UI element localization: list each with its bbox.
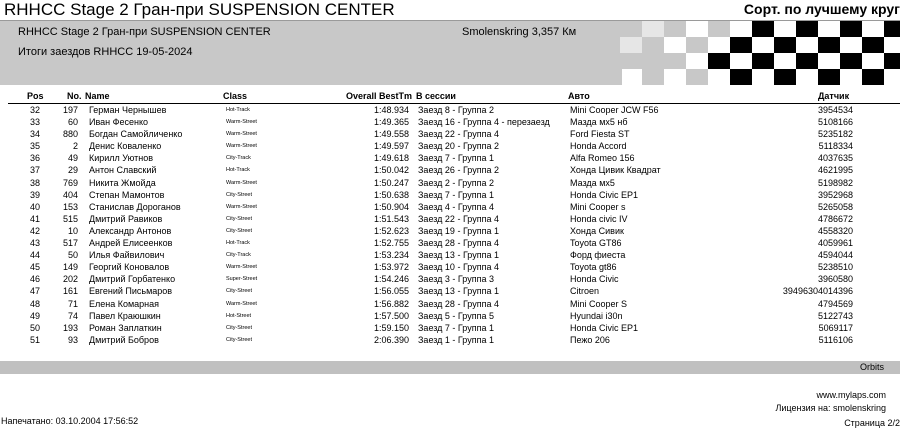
table-row	[0, 116, 900, 128]
cell-no: 880	[62, 129, 78, 140]
cell-class: Warm-Street	[226, 143, 257, 150]
cell-no: 29	[67, 165, 78, 176]
cell-name: Дмитрий Горбатенко	[89, 274, 176, 285]
cell-class: Warm-Street	[226, 300, 257, 307]
cell-pos: 40	[29, 201, 40, 212]
cell-name: Богдан Самойличенко	[89, 129, 183, 140]
cell-session: Заезд 28 - Группа 4	[418, 238, 499, 249]
cell-best-time: 1:57.500	[373, 310, 409, 321]
cell-sensor: 4594044	[817, 250, 853, 261]
table-row	[0, 237, 900, 249]
cell-class: City-Street	[226, 215, 252, 222]
cell-name: Павел Краюшкин	[89, 310, 161, 321]
cell-best-time: 1:52.755	[373, 238, 409, 249]
cell-car: Форд фиеста	[570, 250, 626, 261]
cell-class: City-Track	[226, 155, 251, 162]
cell-name: Роман Заплаткин	[89, 322, 162, 333]
cell-best-time: 1:56.882	[373, 298, 409, 309]
cell-best-time: 1:51.543	[373, 213, 409, 224]
cell-car: Хонда Цивик Квадрат	[570, 165, 661, 176]
cell-sensor: 3960580	[817, 274, 853, 285]
cell-no: 161	[62, 286, 78, 297]
sort-label: Сорт. по лучшему круг	[743, 1, 900, 17]
table-row	[0, 310, 900, 322]
cell-car: Хонда Сивик	[570, 225, 624, 236]
results-table	[0, 104, 900, 346]
header-band	[0, 20, 900, 85]
table-row	[0, 334, 900, 346]
col-header-no: No.	[67, 91, 82, 101]
cell-car: Mini Cooper S	[570, 298, 628, 309]
cell-no: 49	[67, 153, 78, 164]
cell-name: Станислав Дороганов	[89, 201, 181, 212]
cell-name: Никита Жмойда	[89, 177, 156, 188]
cell-best-time: 1:53.972	[373, 262, 409, 273]
cell-class: City-Track	[226, 252, 251, 259]
cell-sensor: 5108166	[817, 117, 853, 128]
cell-no: 50	[67, 250, 78, 261]
cell-name: Георгий Коновалов	[89, 262, 170, 273]
table-row	[0, 140, 900, 152]
col-header-name: Name	[85, 91, 110, 101]
cell-no: 74	[67, 310, 78, 321]
cell-best-time: 1:54.246	[373, 274, 409, 285]
page-number: Страница 2/2	[844, 418, 900, 428]
table-row	[0, 249, 900, 261]
cell-car: Mini Cooper s	[570, 201, 626, 212]
cell-name: Елена Комарная	[89, 298, 160, 309]
cell-sensor: 5198982	[817, 177, 853, 188]
cell-pos: 32	[29, 105, 40, 115]
cell-name: Антон Славский	[89, 165, 157, 176]
cell-sensor: 5069117	[818, 322, 853, 333]
table-row	[0, 273, 900, 285]
table-row	[0, 213, 900, 225]
cell-sensor: 5265058	[817, 201, 853, 212]
cell-best-time: 1:59.150	[373, 322, 409, 333]
cell-session: Заезд 13 - Группа 1	[418, 250, 499, 261]
cell-name: Евгений Письмаров	[89, 286, 173, 297]
table-row	[0, 189, 900, 201]
cell-session: Заезд 22 - Группа 4	[418, 213, 499, 224]
table-row	[0, 177, 900, 189]
col-header-pos: Pos	[27, 91, 44, 101]
cell-car: Mini Cooper JCW F56	[570, 105, 659, 115]
cell-best-time: 1:50.638	[373, 189, 409, 200]
cell-class: Warm-Street	[226, 203, 257, 210]
cell-car: Toyota gt86	[570, 262, 617, 273]
cell-pos: 44	[29, 250, 40, 261]
cell-car: Ford Fiesta ST	[570, 129, 630, 140]
cell-sensor: 4621995	[817, 165, 853, 176]
cell-no: 93	[67, 334, 78, 345]
cell-sensor: 4794569	[817, 298, 853, 309]
cell-pos: 34	[29, 129, 40, 140]
cell-session: Заезд 13 - Группа 1	[418, 286, 499, 297]
cell-car: Honda Civic EP1	[570, 322, 639, 333]
cell-pos: 49	[29, 310, 40, 321]
cell-no: 153	[62, 201, 78, 212]
col-header-class: Class	[223, 91, 248, 101]
cell-no: 149	[62, 262, 78, 273]
cell-session: Заезд 8 - Группа 2	[418, 105, 494, 115]
cell-class: City-Street	[226, 336, 252, 343]
table-row	[0, 128, 900, 140]
footer-band-label: Orbits	[859, 362, 884, 372]
cell-name: Иван Фесенко	[89, 117, 148, 128]
cell-name: Герман Чернышев	[89, 105, 167, 115]
cell-car: Мазда мх5 нб	[570, 117, 628, 128]
track-name: Smolenskring 3,357 Км	[462, 26, 577, 38]
cell-pos: 50	[29, 322, 40, 333]
cell-sensor: 4059961	[817, 238, 853, 249]
cell-class: Hot-Track	[226, 240, 250, 247]
cell-no: 517	[62, 238, 78, 249]
cell-class: City-Street	[226, 288, 252, 295]
cell-name: Дмитрий Равиков	[89, 213, 163, 224]
cell-name: Дмитрий Бобров	[89, 334, 159, 345]
cell-sensor: 39496304014396	[782, 286, 853, 297]
table-row	[0, 261, 900, 273]
cell-sensor: 4037635	[817, 153, 853, 164]
cell-class: Warm-Street	[226, 119, 257, 126]
cell-car: Пежо 206	[570, 334, 610, 345]
cell-sensor: 4786672	[817, 213, 853, 224]
cell-session: Заезд 26 - Группа 2	[418, 165, 499, 176]
cell-session: Заезд 1 - Группа 1	[418, 334, 494, 345]
cell-class: Hot-Street	[226, 312, 252, 319]
cell-pos: 46	[29, 274, 40, 285]
cell-session: Заезд 2 - Группа 2	[418, 177, 494, 188]
cell-name: Денис Коваленко	[89, 141, 162, 152]
cell-sensor: 3954534	[817, 105, 853, 115]
cell-best-time: 2:06.390	[373, 334, 409, 345]
checkered-flag-icon	[600, 21, 900, 85]
cell-sensor: 4558320	[817, 225, 853, 236]
cell-no: 515	[62, 213, 78, 224]
cell-class: City-Street	[226, 191, 252, 198]
cell-session: Заезд 16 - Группа 4 - перезаезд	[418, 117, 550, 128]
cell-name: Илья Файвилович	[89, 250, 165, 261]
cell-car: Мазда мх5	[570, 177, 615, 188]
table-row	[0, 298, 900, 310]
checkered-flag-graphic	[600, 21, 900, 85]
license-text: Лицензия на: smolenskring	[775, 403, 886, 413]
cell-session: Заезд 3 - Группа 3	[418, 274, 494, 285]
cell-no: 71	[67, 298, 78, 309]
col-header-car: Авто	[568, 91, 590, 101]
cell-no: 193	[62, 322, 78, 333]
results-title: Итоги заездов RHHCC 19-05-2024	[18, 46, 193, 58]
table-row	[0, 285, 900, 297]
table-row	[0, 104, 900, 116]
table-row	[0, 225, 900, 237]
site-url: www.mylaps.com	[816, 390, 886, 400]
cell-car: Honda Civic EP1	[570, 189, 639, 200]
event-name: RHHCC Stage 2 Гран-при SUSPENSION CENTER	[18, 26, 271, 38]
cell-best-time: 1:56.055	[373, 286, 409, 297]
cell-no: 2	[72, 141, 78, 152]
cell-pos: 37	[29, 165, 40, 176]
cell-best-time: 1:49.597	[373, 141, 409, 152]
cell-class: Super-Street	[226, 276, 258, 283]
cell-no: 769	[62, 177, 78, 188]
cell-sensor: 5118334	[818, 141, 853, 152]
cell-session: Заезд 19 - Группа 1	[418, 225, 499, 236]
cell-car: Citroen	[570, 286, 600, 297]
cell-car: Honda Civic	[570, 274, 619, 285]
cell-no: 197	[62, 105, 78, 115]
cell-session: Заезд 7 - Группа 1	[418, 189, 494, 200]
cell-pos: 41	[29, 213, 40, 224]
cell-car: Alfa Romeo 156	[570, 153, 635, 164]
col-header-session: В сессии	[416, 91, 456, 101]
report-title: RHHCC Stage 2 Гран-при SUSPENSION CENTER	[4, 0, 395, 19]
footer-band	[0, 361, 900, 374]
cell-name: Александр Антонов	[89, 225, 172, 236]
col-header-sensor: Датчик	[818, 91, 850, 101]
cell-name: Кирилл Уютнов	[89, 153, 154, 164]
cell-car: Honda civic IV	[570, 213, 628, 224]
cell-class: Warm-Street	[226, 131, 257, 138]
cell-pos: 47	[29, 286, 40, 297]
cell-sensor: 5116106	[818, 334, 853, 345]
cell-no: 202	[62, 274, 78, 285]
cell-no: 404	[62, 189, 78, 200]
cell-pos: 42	[29, 225, 40, 236]
cell-best-time: 1:49.618	[373, 153, 409, 164]
cell-no: 10	[67, 225, 78, 236]
table-row	[0, 322, 900, 334]
cell-pos: 35	[29, 141, 40, 152]
cell-pos: 43	[29, 238, 40, 249]
cell-car: Toyota GT86	[570, 238, 622, 249]
cell-best-time: 1:50.247	[373, 177, 409, 188]
table-row	[0, 152, 900, 164]
col-header-best: Overall BestTm	[346, 91, 413, 101]
cell-sensor: 5235182	[817, 129, 853, 140]
cell-session: Заезд 22 - Группа 4	[418, 129, 499, 140]
cell-session: Заезд 10 - Группа 4	[418, 262, 499, 273]
cell-best-time: 1:49.558	[373, 129, 409, 140]
cell-best-time: 1:48.934	[373, 105, 409, 115]
cell-sensor: 3952968	[817, 189, 853, 200]
cell-session: Заезд 5 - Группа 5	[418, 310, 494, 321]
cell-name: Андрей Елисеенков	[89, 238, 173, 249]
cell-car: Honda Accord	[570, 141, 627, 152]
cell-pos: 48	[29, 298, 40, 309]
cell-pos: 38	[29, 177, 40, 188]
cell-class: City-Street	[226, 227, 252, 234]
cell-sensor: 5238510	[817, 262, 853, 273]
table-row	[0, 201, 900, 213]
cell-class: Hot-Track	[226, 107, 250, 113]
cell-pos: 51	[29, 334, 40, 345]
cell-best-time: 1:49.365	[373, 117, 409, 128]
cell-session: Заезд 7 - Группа 1	[418, 322, 494, 333]
cell-pos: 33	[29, 117, 40, 128]
cell-sensor: 5122743	[817, 310, 853, 321]
cell-session: Заезд 28 - Группа 4	[418, 298, 499, 309]
cell-no: 60	[67, 117, 78, 128]
cell-best-time: 1:50.042	[373, 165, 409, 176]
cell-name: Степан Мамонтов	[89, 189, 165, 200]
cell-class: Warm-Street	[226, 179, 257, 186]
cell-best-time: 1:53.234	[373, 250, 409, 261]
cell-session: Заезд 4 - Группа 4	[418, 201, 494, 212]
printed-timestamp: Напечатано: 03.10.2004 17:56:52	[1, 416, 139, 426]
cell-car: Hyundai i30n	[570, 310, 623, 321]
cell-best-time: 1:50.904	[373, 201, 409, 212]
cell-class: Hot-Track	[226, 167, 250, 174]
table-row	[0, 164, 900, 176]
cell-class: Warm-Street	[226, 264, 257, 271]
cell-pos: 39	[29, 189, 40, 200]
cell-session: Заезд 20 - Группа 2	[418, 141, 499, 152]
cell-session: Заезд 7 - Группа 1	[418, 153, 494, 164]
cell-pos: 45	[29, 262, 40, 273]
cell-pos: 36	[29, 153, 40, 164]
cell-class: City-Street	[226, 324, 252, 331]
cell-best-time: 1:52.623	[373, 225, 409, 236]
